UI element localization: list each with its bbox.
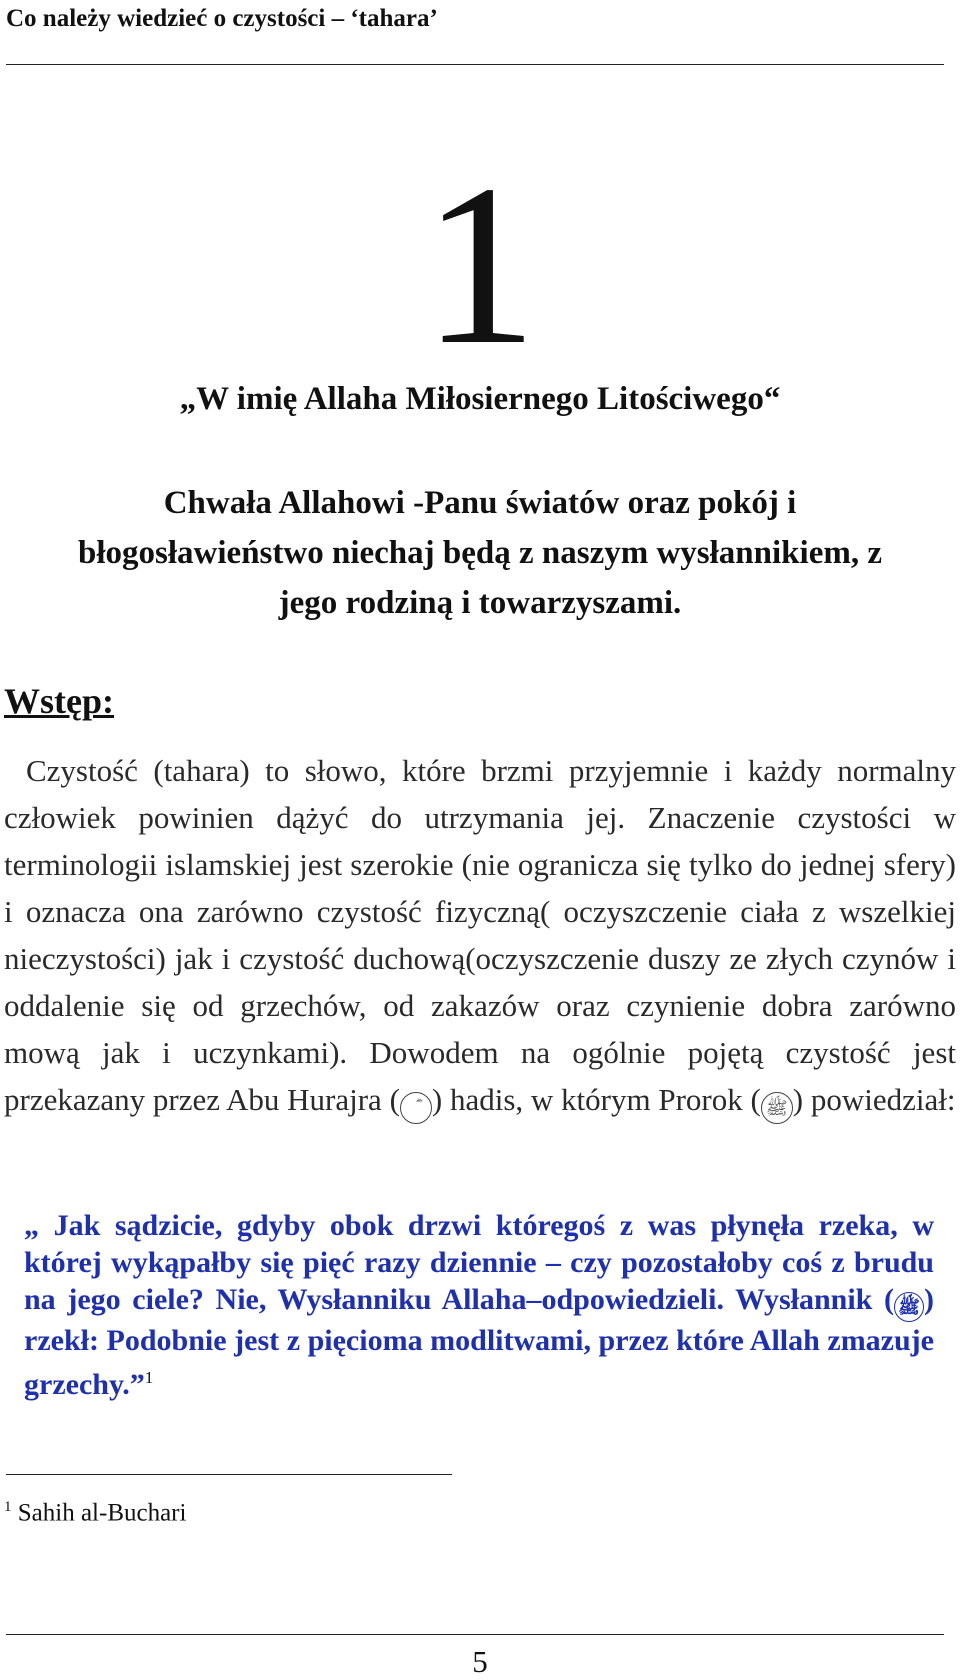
intro-text-1: Czystość (tahara) to słowo, które brzmi przyjemnie i każdy normalny człowiek powinien dążyć do utrzymania jej. Znaczenie czystości w terminologii islamskiej jest szerokie (nie ogranicza się tylko do jednej sfery) i oznacza ona zarówno czystość fizyczną( oczyszczenie ciała z wszelkiej nieczystości) jak i czystość duchową(oczyszczenie duszy ze złych czynów i oddalenie się od grzechów, od zakazów oraz czynienie dobra zarówno mową jak i uczynkami). Dowodem na ogólnie pojętą czystość jest przekazany przez Abu Hurajra (: [4, 753, 956, 1117]
intro-text-3: ) powiedział:: [792, 1082, 956, 1117]
intro-paragraph: [4, 747, 956, 1124]
page-number: 5: [472, 1644, 488, 1679]
sallallahu-alayhi-wasallam-icon: ﷺ: [761, 1092, 793, 1124]
footnote-rule: [6, 1474, 452, 1475]
radiallahu-anhu-icon: [400, 1092, 432, 1124]
sallallahu-alayhi-wasallam-icon: ﷺ: [894, 1292, 924, 1322]
footnote-number: 1: [4, 1499, 12, 1515]
praise-paragraph: Chwała Allahowi -Panu światów oraz pokój i błogosławieństwo niechaj będą z naszym wysłannikiem, z jego rodziną i towarzyszami.: [78, 485, 882, 621]
footnote-text: Sahih al-Buchari: [17, 1499, 187, 1527]
footnote-reference[interactable]: 1: [144, 1368, 154, 1387]
footer-rule: [6, 1634, 944, 1635]
section-title: Wstęp:: [4, 681, 114, 721]
chapter-number: 1: [422, 137, 538, 392]
footnote: [4, 1500, 186, 1525]
running-header: Co należy wiedzieć o czystości – ‘tahara’: [6, 5, 438, 32]
intro-text-2: ) hadis, w którym Prorok (: [431, 1082, 761, 1117]
hadith-quote: [24, 1207, 934, 1403]
bismillah-heading: „W imię Allaha Miłosiernego Litościwego“: [179, 381, 781, 417]
header-rule: [6, 64, 944, 65]
hadith-text-2: ) rzekł: Podobnie jest z pięcioma modlitwami, przez które Allah zmazuje grzechy.”: [24, 1283, 934, 1401]
hadith-text-1: „ Jak sądzicie, gdyby obok drzwi któregoś z was płynęła rzeka, w której wykąpałby się pięć razy dziennie – czy pozostałoby coś z brudu na jego ciele? Nie, Wysłanniku Allaha–odpowiedzieli. Wysłannik (: [24, 1209, 934, 1316]
